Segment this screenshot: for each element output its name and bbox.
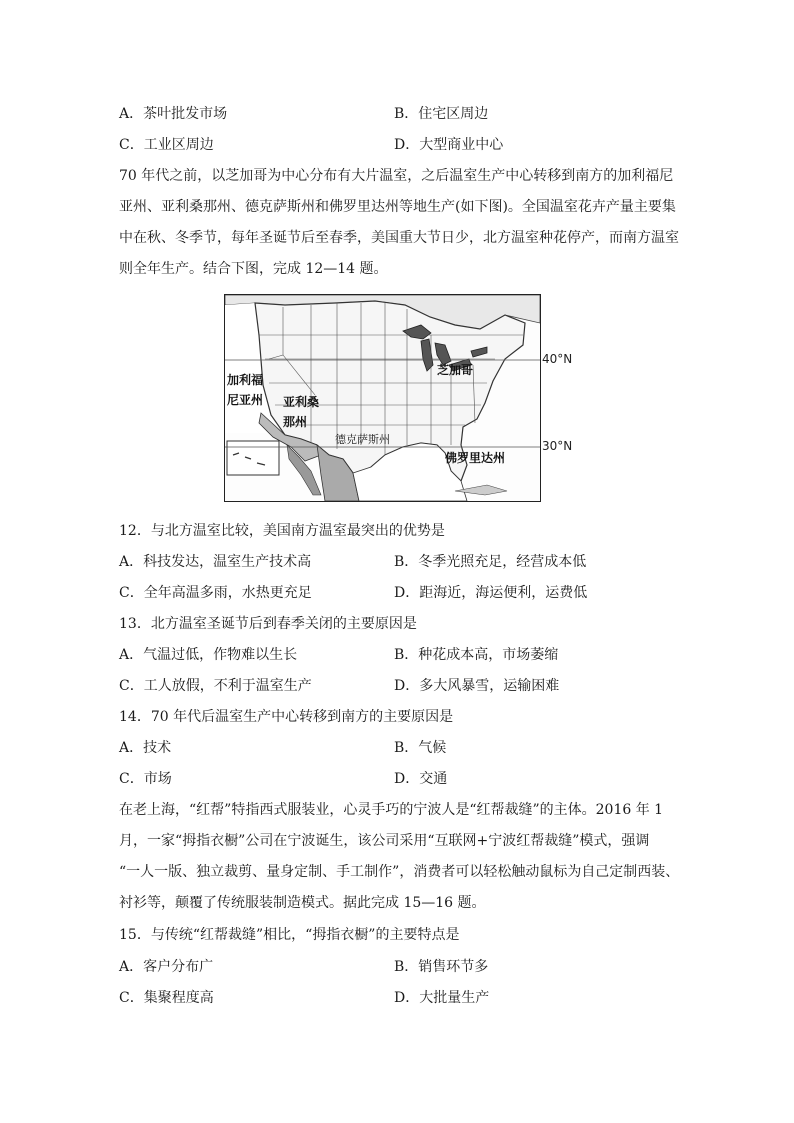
q14-option-a: A．技术: [119, 740, 172, 756]
q15-stem: 15．与传统“红帮裁缝”相比，“拇指衣橱”的主要特点是: [119, 927, 460, 943]
q13-option-a: A．气温过低，作物难以生长: [119, 647, 298, 663]
q15-option-a: A．客户分布广: [119, 959, 214, 975]
passage1-line-2: 亚州、亚利桑那州、德克萨斯州和佛罗里达州等地生产(如下图)。全国温室花卉产量主要集: [119, 199, 676, 215]
q13-stem: 13．北方温室圣诞节后到春季关闭的主要原因是: [119, 616, 417, 632]
q12-option-a: A．科技发达，温室生产技术高: [119, 554, 312, 570]
us-greenhouse-map: [224, 294, 541, 502]
q12-option-d: D．距海近，海运便利，运费低: [394, 585, 588, 601]
passage2-line-3: “一人一版、独立裁剪、量身定制、手工制作”，消费者可以轻松触动鼠标为自己定制西装、: [119, 864, 680, 880]
q14-option-b: B．气候: [394, 740, 447, 756]
q13-option-c: C．工人放假，不利于温室生产: [119, 678, 312, 694]
q14-option-c: C．市场: [119, 771, 172, 787]
label-california-2: 尼亚州: [227, 393, 264, 407]
label-lat-40: 40°N: [542, 352, 573, 366]
q15-option-c: C．集聚程度高: [119, 990, 214, 1006]
passage2-line-1: 在老上海，“红帮”特指西式服装业，心灵手巧的宁波人是“红帮裁缝”的主体。2016 年 1: [119, 802, 664, 818]
label-lat-30: 30°N: [542, 439, 573, 453]
q12-option-c: C．全年高温多雨，水热更充足: [119, 585, 312, 601]
passage2-line-4: 衬衫等，颠覆了传统服装制造模式。据此完成 15—16 题。: [119, 895, 486, 911]
q12-option-b: B．冬季光照充足，经营成本低: [394, 554, 587, 570]
q11-option-c: C．工业区周边: [119, 137, 214, 153]
q15-option-b: B．销售环节多: [394, 959, 489, 975]
q14-stem: 14．70 年代后温室生产中心转移到南方的主要原因是: [119, 709, 454, 725]
passage1-line-4: 则全年生产。结合下图，完成 12—14 题。: [119, 261, 388, 277]
passage1-line-1: 70 年代之前，以芝加哥为中心分布有大片温室，之后温室生产中心转移到南方的加利福尼: [119, 168, 674, 184]
passage1-line-3: 中在秋、冬季节，每年圣诞节后至春季，美国重大节日少，北方温室种花停产，而南方温室: [119, 230, 679, 246]
q13-option-b: B．种花成本高，市场萎缩: [394, 647, 559, 663]
label-arizona-2: 那州: [283, 415, 308, 429]
q15-option-d: D．大批量生产: [394, 990, 490, 1006]
label-texas: 德克萨斯州: [335, 433, 390, 446]
label-california-1: 加利福: [227, 373, 264, 387]
us-map-drawing: [225, 295, 540, 501]
q14-option-d: D．交通: [394, 771, 448, 787]
label-chicago: 芝加哥: [437, 363, 474, 377]
label-arizona-1: 亚利桑: [283, 395, 320, 409]
q11-option-a: A．茶叶批发市场: [119, 106, 228, 122]
passage2-line-2: 月，一家“拇指衣橱”公司在宁波诞生，该公司采用“互联网+宁波红帮裁缝”模式，强调: [119, 833, 650, 849]
q11-option-d: D．大型商业中心: [394, 137, 504, 153]
q13-option-d: D．多大风暴雪，运输困难: [394, 678, 560, 694]
label-florida: 佛罗里达州: [445, 451, 506, 465]
q12-stem: 12．与北方温室比较，美国南方温室最突出的优势是: [119, 523, 445, 539]
q11-option-b: B．住宅区周边: [394, 106, 489, 122]
